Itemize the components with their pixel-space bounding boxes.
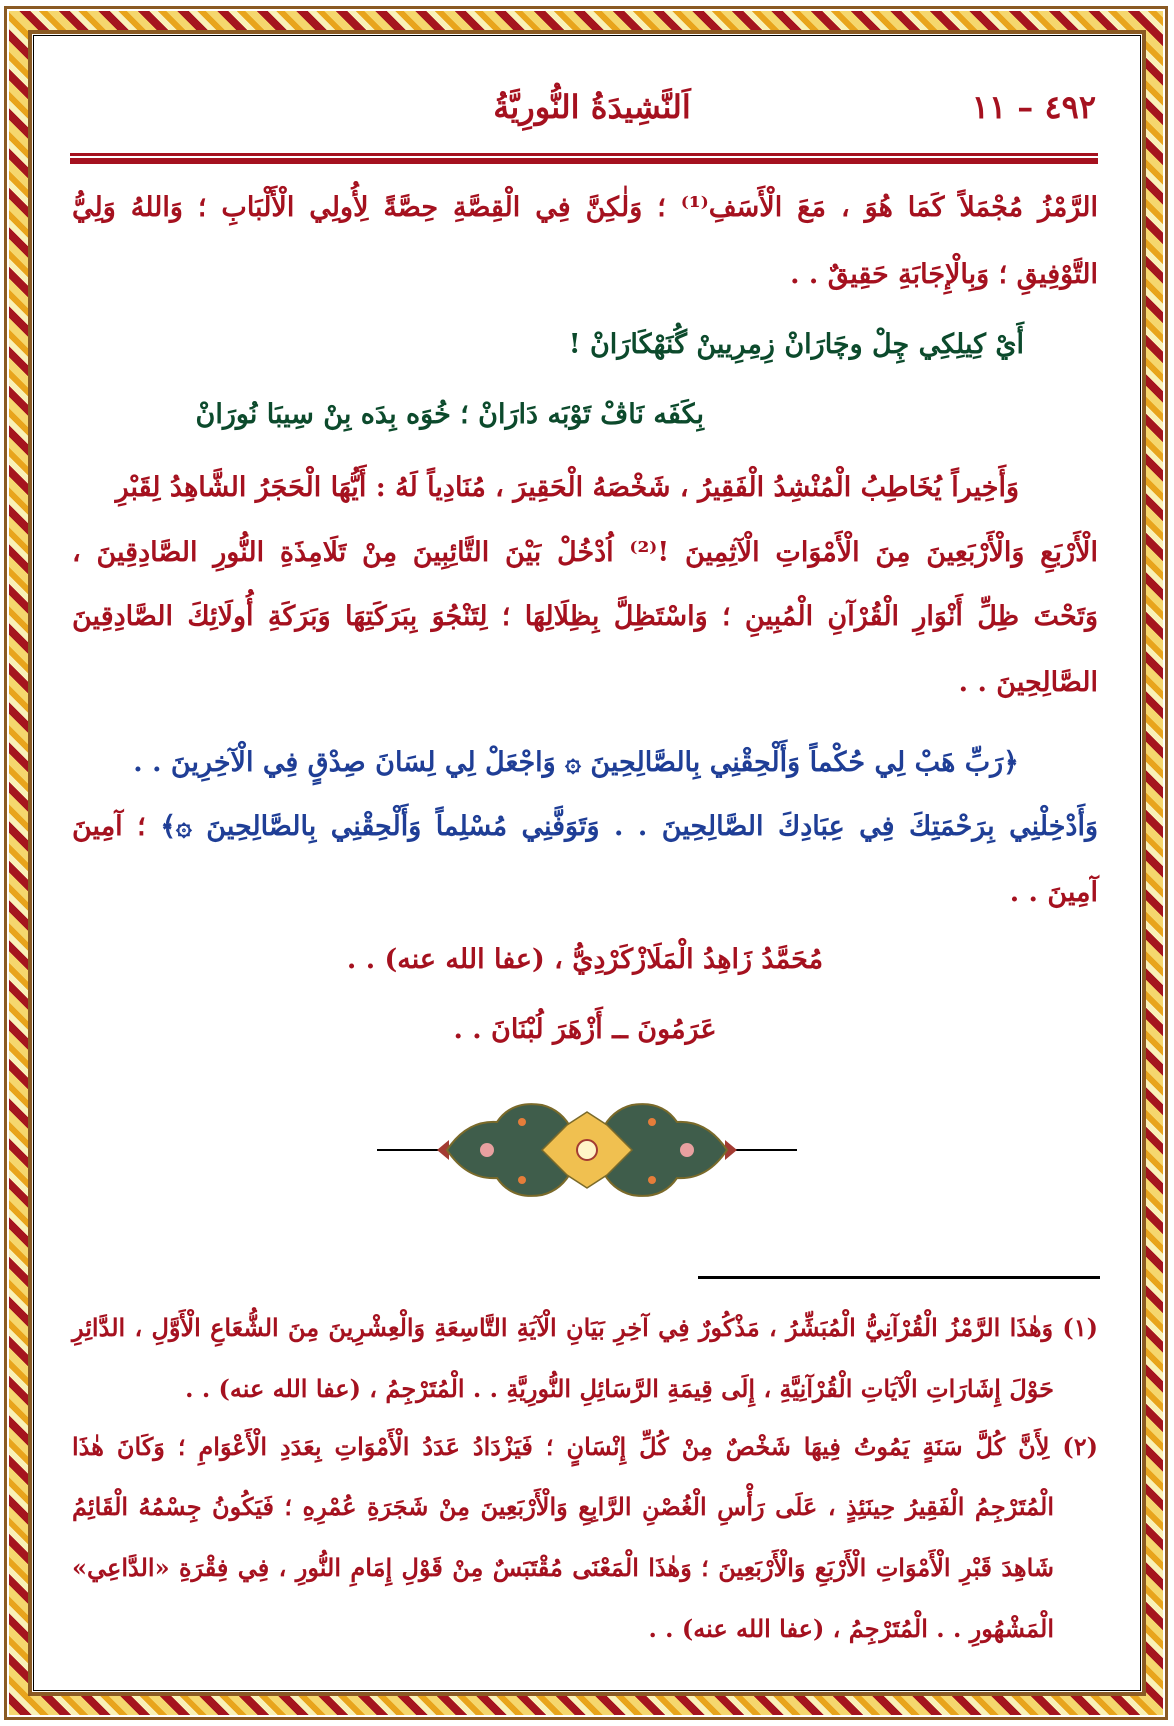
page-number: ٤٩٢ – ١١	[971, 88, 1096, 126]
verse-line: بِكَفَه نَاڤْ تَوْبَه دَارَانْ ؛ خُوَه بِدَه بِنْ سِيبَا نُورَانْ	[195, 399, 704, 430]
ornament-divider	[377, 1100, 797, 1210]
paragraph-line: وَأَخِيراً يُخَاطِبُ الْمُنْشِدُ الْفَقِيرُ ، شَخْصَهُ الْحَقِيرَ ، مُنَادِياً لَهُ : أَيُّهَا الْحَجَرُ الشَّاهِدُ لِقَبْرِ	[115, 472, 1019, 503]
page-title: اَلنَّشِيدَةُ النُّورِيَّةُ	[493, 88, 691, 126]
footnote-line: حَوْلَ إِشَارَاتِ الْآيَاتِ الْقُرْآنِيَّةِ ، إِلَى قِيمَةِ الرَّسَائِلِ النُّورِيَّةِ . . الْمُتَرْجِمُ ، (عفا الله عنه) . .	[185, 1374, 1054, 1403]
amen-line: آمِينَ . .	[1009, 877, 1098, 908]
footnote-line: الْمُتَرْجِمُ الْفَقِيرُ حِينَئِذٍ ، عَلَى رَأْسِ الْغُصْنِ الرَّابِعِ وَالْأَرْبَعِينَ مِنْ شَجَرَةِ عُمْرِهِ ؛ فَيَكُونُ جِسْمُهُ الْقَائِمُ	[72, 1492, 1054, 1521]
header-rule-thin	[70, 153, 1098, 156]
body-line: التَّوْفِيقِ ؛ وَبِالْإِجَابَةِ حَقِيقٌ . .	[790, 259, 1098, 290]
signature-place: عَرَمُونَ ــ أَزْهَرَ لُبْنَانَ . .	[453, 1014, 717, 1045]
footnote-line: شَاهِدَ قَبْرِ الْأَمْوَاتِ الْأَرْبَعِ وَالْأَرْبَعِينَ ؛ وَهٰذَا الْمَعْنَى مُقْتَبَسٌ مِنْ قَوْلِ إِمَامِ النُّورِ ، فِي فِقْرَةِ «الدَّاعِي»	[72, 1553, 1054, 1582]
footnote-line: (١) وَهٰذَا الرَّمْزُ الْقُرْآنِيُّ الْمُبَشِّرُ ، مَذْكُورٌ فِي آخِرِ بَيَانِ الْآيَةِ التَّاسِعَةِ وَالْعِشْرِينَ مِنَ الشُّعَاعِ الْأَوَّلِ ، الدَّائِرِ	[72, 1313, 1098, 1342]
prayer-line: ﴿رَبِّ هَبْ لِي حُكْماً وَأَلْحِقْنِي بِالصَّالِحِينَ ۞ وَاجْعَلْ لِي لِسَانَ صِدْقٍ فِي الْآخِرِينَ . .	[133, 747, 1019, 778]
verse-line: أَيْ كِيلِكِي چِلْ وچَارَانْ زِمِرِيينْ گُنَهْكَارَانْ !	[568, 329, 1024, 360]
amen-text: ؛ آمِينَ	[72, 811, 161, 842]
paragraph-line: الصَّالِحِينَ . .	[958, 667, 1098, 698]
footnote-line: الْمَشْهُورِ . . الْمُتَرْجِمُ ، (عفا الله عنه) . .	[648, 1614, 1054, 1643]
paragraph-line: الْأَرْبَعِ وَالْأَرْبَعِينَ مِنَ الْأَمْوَاتِ الْآثِمِينَ !⁽²⁾ اُدْخُلْ بَيْنَ التَّائِبِينَ مِنْ تَلَامِذَةِ النُّورِ الصَّادِقِينَ ،	[72, 537, 1098, 568]
header-rule-thick	[70, 158, 1098, 164]
prayer-line	[72, 807, 1098, 847]
footnote-rule	[698, 1276, 1100, 1279]
body-line: الرَّمْزُ مُجْمَلاً كَمَا هُوَ ، مَعَ الْأَسَفِ⁽¹⁾ ؛ وَلٰكِنَّ فِي الْقِصَّةِ حِصَّةً لِأُولِي الْأَلْبَابِ ؛ وَاللهُ وَلِيُّ	[72, 192, 1098, 223]
prayer-text: وَأَدْخِلْنِي بِرَحْمَتِكَ فِي عِبَادِكَ الصَّالِحِينَ . . وَتَوَفَّنِي مُسْلِماً وَأَلْحِقْنِي بِالصَّالِحِينَ ۞﴾	[160, 811, 1098, 842]
signature-name: مُحَمَّدُ زَاهِدُ الْمَلَازْكَرْدِيُّ ، (عفا الله عنه) . .	[346, 944, 824, 975]
paragraph-line: وَتَحْتَ ظِلِّ أَنْوَارِ الْقُرْآنِ الْمُبِينِ ؛ وَاسْتَظِلَّ بِظِلَالِهَا ؛ لِتَنْجُوَ بِبَرَكَتِهَا وَبَرَكَةِ أُولَائِكَ الصَّادِقِينَ	[72, 601, 1098, 632]
footnote-line: (٢) لِأَنَّ كُلَّ سَنَةٍ يَمُوتُ فِيهَا شَخْصٌ مِنْ كُلِّ إِنْسَانٍ ؛ فَيَزْدَادُ عَدَدُ الْأَمْوَاتِ بِعَدَدِ الْأَعْوَامِ ؛ وَكَانَ هٰذَا	[72, 1432, 1098, 1461]
